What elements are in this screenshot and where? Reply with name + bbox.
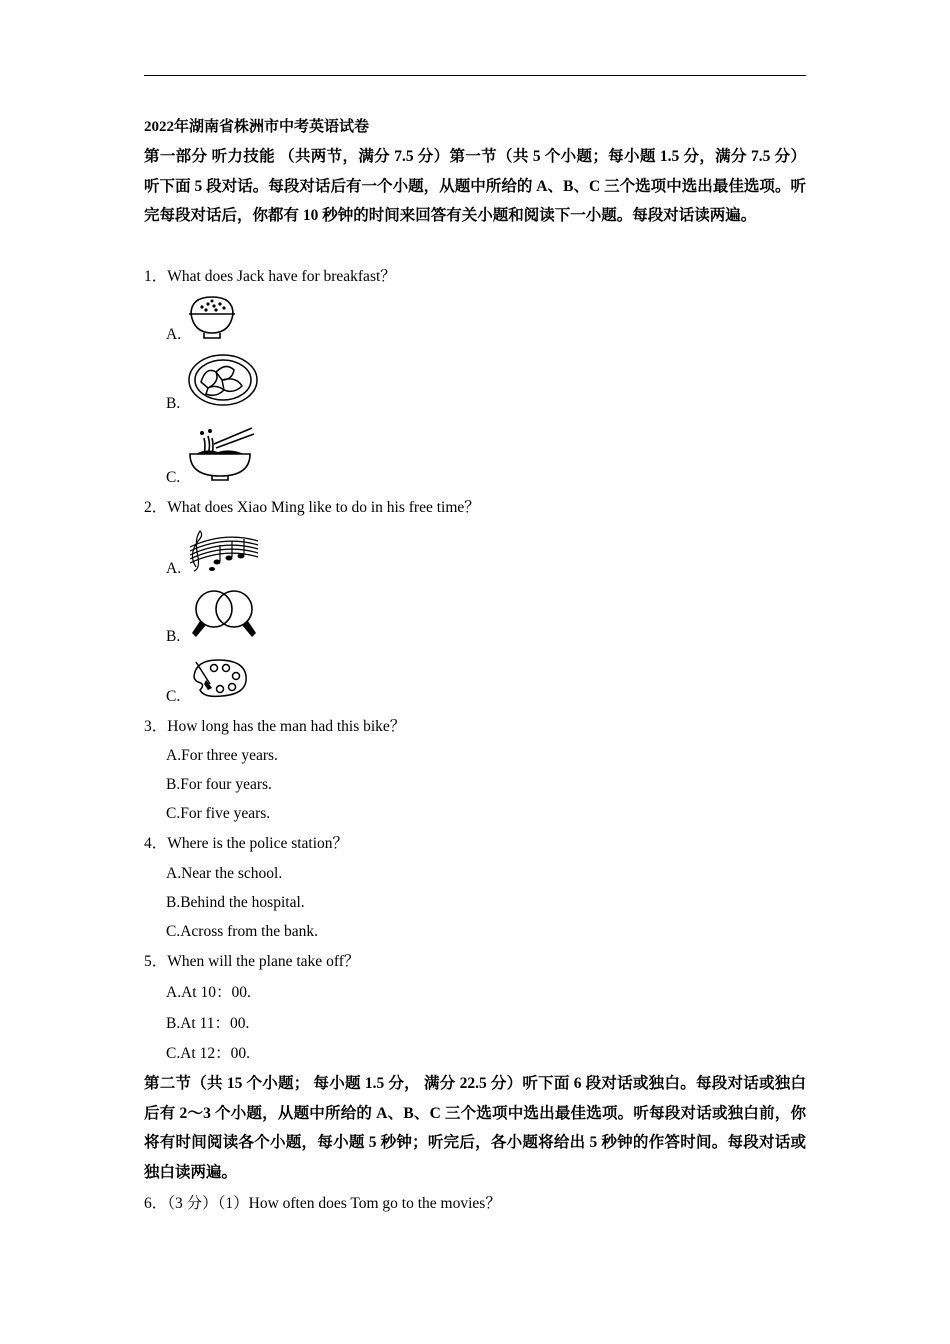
- q2-option-a-label: A.: [166, 560, 182, 577]
- paint-palette-icon: [186, 656, 250, 700]
- question-1: 1．What does Jack have for breakfast？: [144, 268, 396, 285]
- q3-option-c: C.For five years.: [166, 805, 271, 822]
- q4-option-c: C.Across from the bank.: [166, 923, 318, 940]
- question-5: 5．When will the plane take off？: [144, 953, 360, 970]
- q3-option-b: B.For four years.: [166, 776, 272, 793]
- exam-title: 2022年湖南省株洲市中考英语试卷: [144, 119, 370, 135]
- question-4: 4．Where is the police station？: [144, 835, 349, 852]
- ping-pong-paddles-icon: [186, 587, 264, 641]
- q5-option-a: A.At 10：00.: [166, 984, 251, 1001]
- question-2: 2．What does Xiao Ming like to do in his free time？: [144, 499, 480, 516]
- header-rule: [144, 75, 806, 76]
- part1-instructions: 第一部分 听力技能 （共两节，满分 7.5 分）第一节（共 5 个小题；每小题 1.5 分，满分 7.5 分）听下面 5 段对话。每段对话后有一个小题，从题中所给的 A、B、C 三个选项中选出最佳选项。听完每段对话后，你都有 10 秒钟的时间来回答有关小题和阅读下一小题。每段对话读两遍。: [144, 148, 806, 225]
- q1-option-c-label: C.: [166, 469, 181, 486]
- q4-option-b: B.Behind the hospital.: [166, 894, 305, 911]
- q1-option-a-label: A.: [166, 326, 182, 343]
- noodles-bowl-icon: [186, 424, 256, 482]
- q1-option-b-label: B.: [166, 395, 181, 412]
- question-3: 3．How long has the man had this bike？: [144, 718, 406, 735]
- q3-option-a: A.For three years.: [166, 747, 278, 764]
- dumplings-plate-icon: [186, 352, 260, 408]
- part2-instructions: 第二节（共 15 个小题； 每小题 1.5 分， 满分 22.5 分）听下面 6 段对话或独白。每段对话或独白后有 2～3 个小题，从题中所给的 A、B、C 三个选项中选出最佳选项。听每段对话或独白前，你将有时间阅读各个小题，每小题 5 秒钟；听完后，各小题将给出 5 秒钟的作答时间。每段对话或独白读两遍。: [144, 1075, 806, 1181]
- rice-bowl-icon: [186, 293, 238, 343]
- music-notes-icon: [186, 527, 262, 575]
- q2-option-b-label: B.: [166, 628, 181, 645]
- q5-option-b: B.At 11：00.: [166, 1015, 250, 1032]
- q2-option-c-label: C.: [166, 688, 181, 705]
- q5-option-c: C.At 12：00.: [166, 1045, 250, 1062]
- question-6: 6．（3 分）（1）How often does Tom go to the movies？: [144, 1195, 501, 1212]
- q4-option-a: A.Near the school.: [166, 865, 283, 882]
